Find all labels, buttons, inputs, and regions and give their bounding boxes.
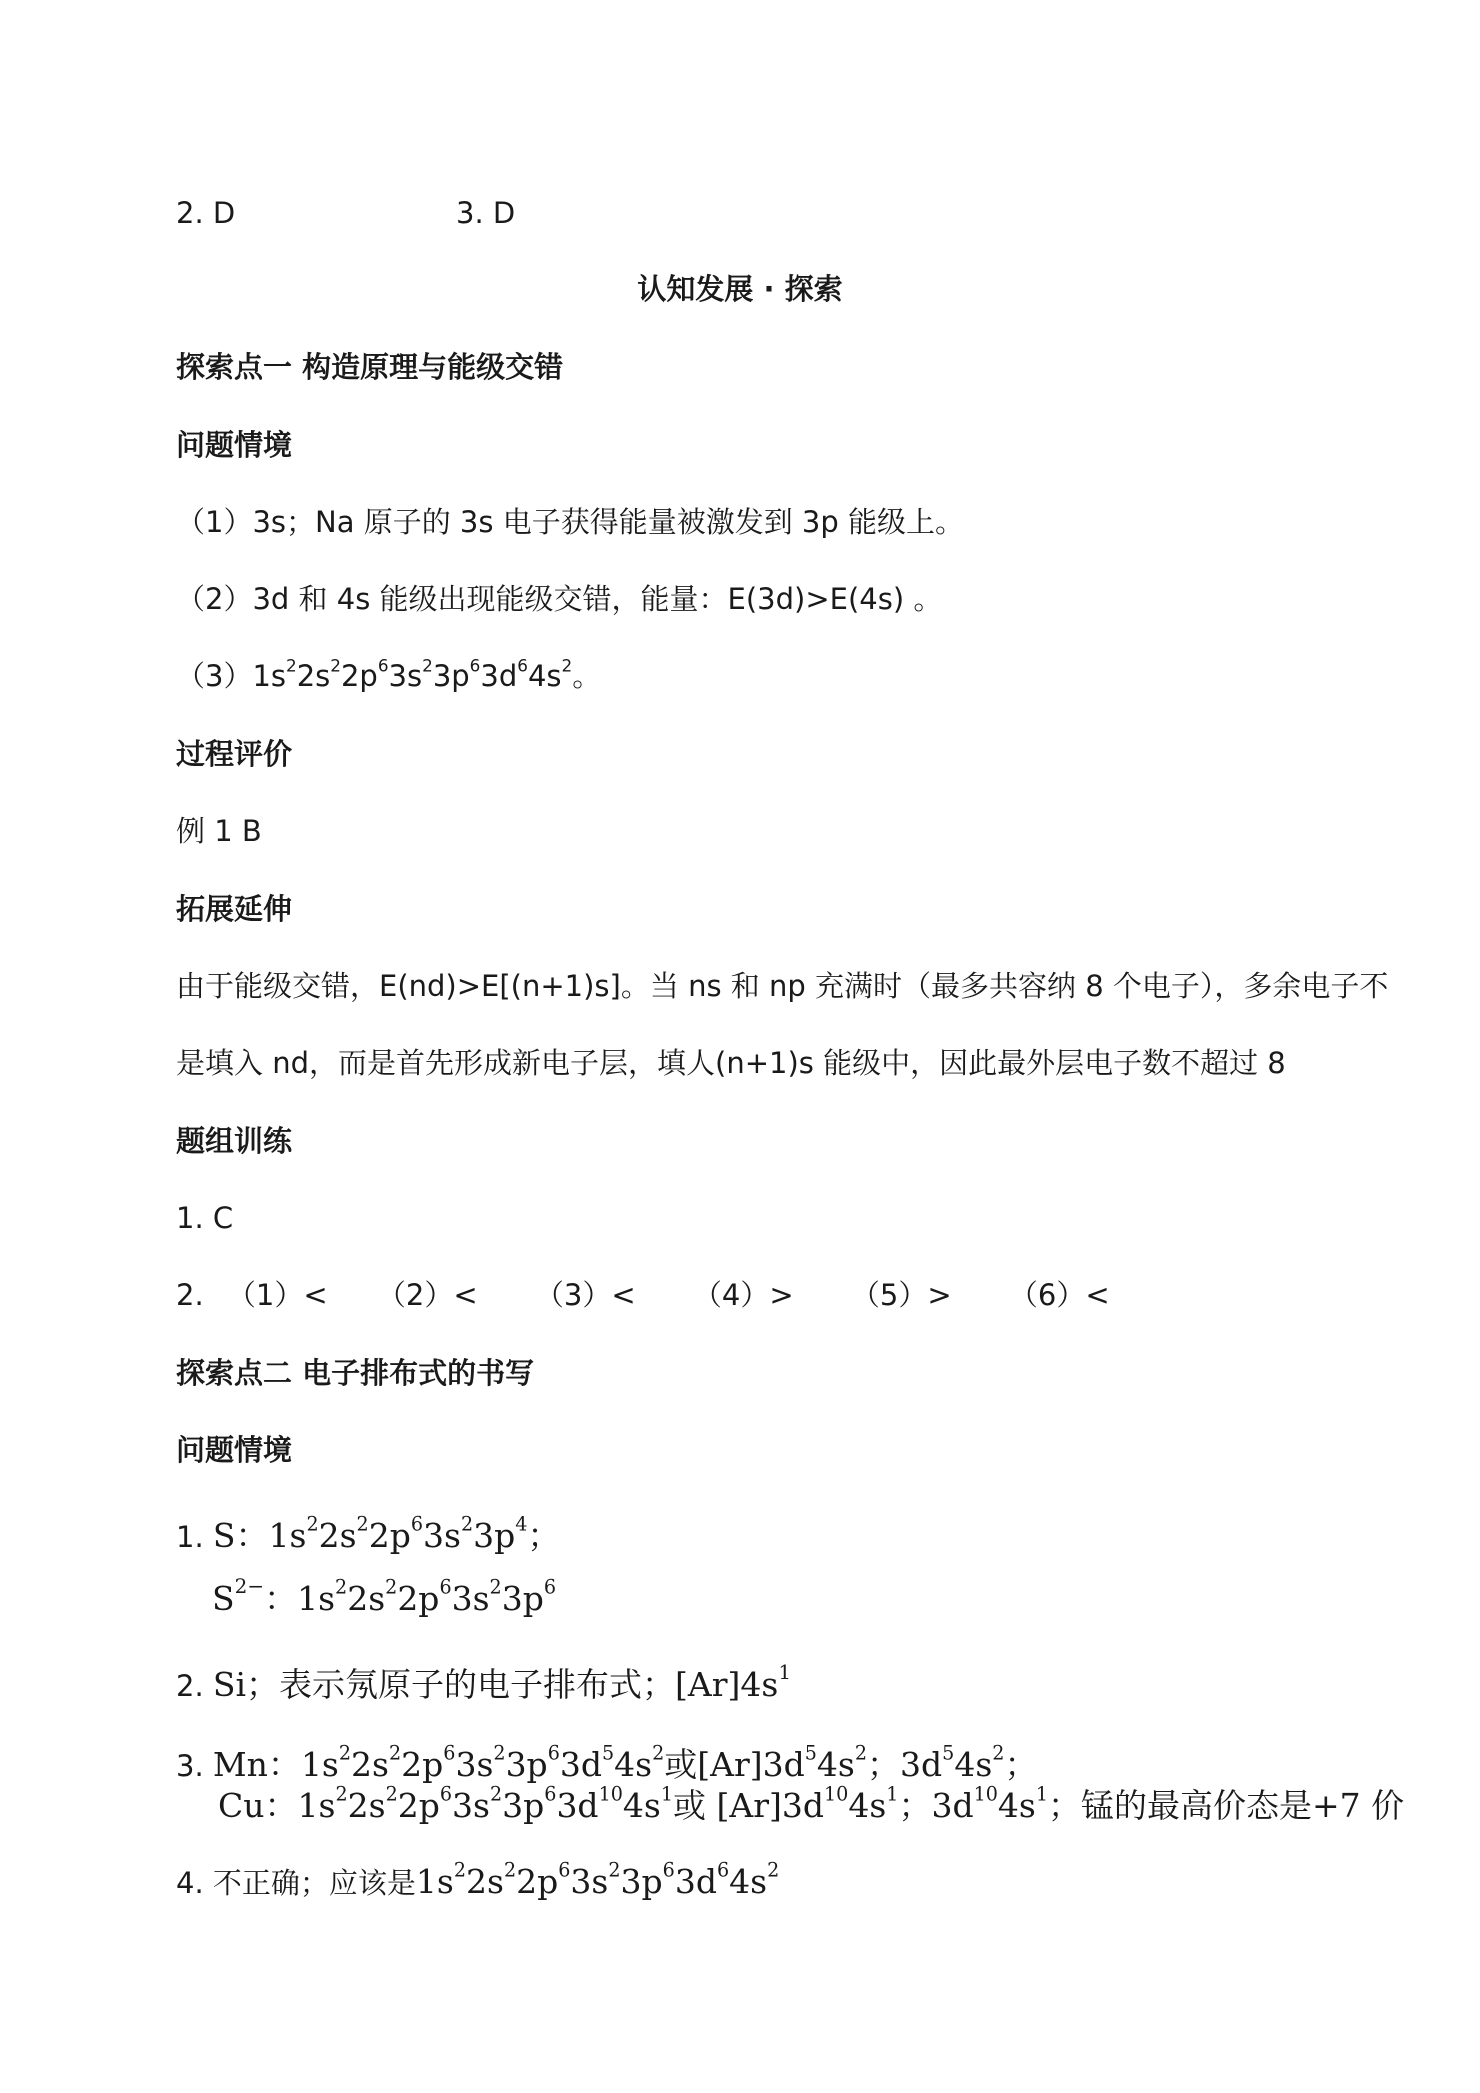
electron-count: 2 [460, 1512, 474, 1536]
electron-count: 2 [422, 655, 433, 676]
electron-config [762, 1741, 868, 1784]
electron-count: 10 [824, 1782, 849, 1806]
electron-config [252, 655, 573, 693]
section-heading: 认知发展 · 探索 [637, 272, 843, 306]
training-item: （2）< [376, 1278, 478, 1312]
orbital: 4s [622, 1786, 661, 1825]
answer-3: 3. D [456, 196, 516, 230]
orbital: 4s [729, 1862, 768, 1901]
electron-count: 2 [286, 655, 297, 676]
orbital: 3p [505, 1745, 548, 1784]
orbital: 3d [900, 1745, 943, 1784]
electron-count: 5 [601, 1741, 615, 1765]
electron-count: 5 [942, 1741, 955, 1765]
training-item: （5）> [850, 1278, 952, 1312]
electron-config [415, 1858, 780, 1901]
orbital: 2p [401, 1745, 444, 1784]
orbital: 3p [501, 1579, 544, 1618]
electron-count: 2 [608, 1858, 621, 1882]
training-item: （6）< [1008, 1278, 1110, 1312]
example-1-answer: 例 1 B [176, 814, 262, 848]
orbital: 3s [452, 1786, 490, 1825]
orbital: 3p [502, 1786, 545, 1825]
training-answer-1: 1. C [176, 1201, 234, 1235]
explore-point-2-title: 探索点二 电子排布式的书写 [176, 1356, 535, 1390]
answer-3-line-1: 3. Mn：$1s^22s^22p^63s^23p^63d^54s^2$或$[Ar]3d^54s^2$；$3d^54s^2$； [176, 1741, 1038, 1784]
orbital: 3s [423, 1516, 461, 1555]
electron-count: 10 [598, 1782, 623, 1806]
electron-count: 1 [1035, 1782, 1049, 1806]
electron-count: 6 [443, 1741, 456, 1765]
training-answer-2: 2. （1）< （2）< （3）< （4）> （5）> （6）< [176, 1278, 1110, 1312]
electron-count: 6 [716, 1858, 730, 1882]
electron-config [268, 1512, 528, 1555]
electron-count: 6 [377, 655, 389, 676]
orbital: 3s [455, 1745, 494, 1784]
electron-count: 2 [489, 1575, 502, 1599]
electron-count: 6 [517, 655, 528, 676]
orbital: 3p [473, 1516, 516, 1555]
orbital: 3s [570, 1862, 609, 1901]
orbital: 4s [997, 1786, 1036, 1825]
orbital: 3p [620, 1862, 663, 1901]
electron-config [297, 1575, 557, 1618]
answer-1-line-1: 1. S：$1s^22s^22p^63s^23p^4$； [176, 1512, 561, 1555]
training-item: （1）< [226, 1278, 328, 1312]
orbital: 3d [674, 1862, 717, 1901]
training-title: 题组训练 [176, 1124, 293, 1158]
electron-count: 2 [335, 1782, 348, 1806]
electron-count: 1 [660, 1782, 674, 1806]
answer-3-line-2: Cu：$1s^22s^22p^63s^23p^63d^{10}4s^1$或 $[Ar]3d^{10}4s^1$；$3d^{10}4s^1$；锰的最高价态是+7 价 [218, 1782, 1405, 1825]
context-answer-2: （2）3d 和 4s 能级出现能级交错，能量：E(3d)>E(4s) 。 [176, 582, 943, 616]
electron-count: 2 [453, 1858, 467, 1882]
orbital: 3d [480, 659, 518, 693]
electron-count: 2 [306, 1512, 319, 1536]
electron-count: 2 [503, 1858, 517, 1882]
orbital: 1s [297, 1579, 336, 1618]
electron-count: 6 [544, 1782, 557, 1806]
orbital: 4s [954, 1745, 993, 1784]
electron-count: 6 [469, 655, 481, 676]
extension-line-1: 由于能级交错，E(nd)>E[(n+1)s]。当 ns 和 np 充满时（最多共容纳 8 个电子），多余电子不 [176, 969, 1389, 1003]
answer-1-line-2: $S^{2-}$：$1s^22s^22p^63s^23p^6$ [212, 1574, 557, 1618]
electron-count: 2 [335, 1575, 348, 1599]
explore-point-1-title: 探索点一 构造原理与能级交错 [176, 350, 564, 384]
orbital: 2p [397, 1786, 440, 1825]
orbital: 3s [388, 659, 423, 693]
electron-count: 2 [385, 1575, 398, 1599]
electron-count: 6 [558, 1858, 571, 1882]
problem-context-title: 问题情境 [176, 428, 293, 462]
orbital: 4s [527, 659, 562, 693]
orbital: 1s [415, 1862, 454, 1901]
electron-count: 2 [489, 1782, 503, 1806]
electron-count: 2 [493, 1741, 506, 1765]
orbital: 3d [762, 1745, 805, 1784]
orbital: 4s [848, 1786, 887, 1825]
electron-count: 2 [385, 1782, 398, 1806]
orbital: 1s [252, 659, 287, 693]
electron-count: 10 [973, 1782, 998, 1806]
electron-config [781, 1782, 899, 1825]
electron-count: 6 [543, 1575, 557, 1599]
orbital: 2s [347, 1579, 386, 1618]
problem-context-title-2: 问题情境 [176, 1433, 293, 1467]
electron-count: 2 [652, 1741, 665, 1765]
orbital: 2s [351, 1745, 389, 1784]
electron-count: 1 [886, 1782, 899, 1806]
orbital: 3d [931, 1786, 974, 1825]
orbital: 2p [397, 1579, 440, 1618]
electron-count: 2 [356, 1512, 369, 1536]
electron-count: 2 [330, 655, 341, 676]
electron-count: 6 [439, 1575, 452, 1599]
orbital: 2p [368, 1516, 411, 1555]
electron-config [297, 1782, 674, 1825]
extension-line-2: 是填入 nd，而是首先形成新电子层，填人(n+1)s 能级中，因此最外层电子数不超过 8 [176, 1046, 1286, 1080]
electron-count: 4 [515, 1512, 528, 1536]
electron-count: 2 [338, 1741, 352, 1765]
orbital: 1s [268, 1516, 307, 1555]
orbital: 3s [451, 1579, 490, 1618]
orbital: 2s [318, 1516, 357, 1555]
orbital: 1s [300, 1745, 339, 1784]
extension-title: 拓展延伸 [176, 892, 293, 926]
electron-count: 6 [547, 1741, 560, 1765]
answer-2: 2. D [176, 196, 236, 230]
answer-4-line: 4. 不正确；应该是$1s^22s^22p^63s^23p^63d^64s^2$ [176, 1858, 780, 1901]
orbital: 4s [614, 1745, 653, 1784]
electron-count: 2 [388, 1741, 402, 1765]
process-eval-title: 过程评价 [176, 737, 293, 771]
orbital: 2p [340, 659, 378, 693]
electron-count: 6 [410, 1512, 424, 1536]
electron-count: 2 [992, 1741, 1005, 1765]
training-item: （3）< [534, 1278, 636, 1312]
orbital: 2s [347, 1786, 386, 1825]
orbital: 3d [781, 1786, 824, 1825]
training-item: （4）> [692, 1278, 794, 1312]
electron-count: 6 [439, 1782, 453, 1806]
electron-config [300, 1741, 665, 1784]
electron-count: 2 [767, 1858, 780, 1882]
orbital: 2s [466, 1862, 504, 1901]
context-answer-1: （1）3s；Na 原子的 3s 电子获得能量被激发到 3p 能级上。 [176, 505, 964, 539]
orbital: 2p [516, 1862, 559, 1901]
context-answer-3: $(3)1s^22s^22p^63s^23p^63d^64s^2$。 [176, 655, 602, 693]
orbital: 3d [556, 1786, 599, 1825]
electron-config [900, 1741, 1005, 1784]
electron-config [931, 1782, 1049, 1825]
electron-count: 2 [854, 1741, 868, 1765]
orbital: 1s [297, 1786, 336, 1825]
electron-count: 6 [662, 1858, 675, 1882]
electron-count: 5 [804, 1741, 817, 1765]
orbital: 3p [432, 659, 470, 693]
orbital: 2s [296, 659, 331, 693]
orbital: 3d [559, 1745, 602, 1784]
electron-count: 2 [561, 655, 573, 676]
orbital: 4s [816, 1745, 855, 1784]
answer-2-line: 2. Si；表示氖原子的电子排布式；$[Ar]4s^1$ [176, 1660, 792, 1704]
